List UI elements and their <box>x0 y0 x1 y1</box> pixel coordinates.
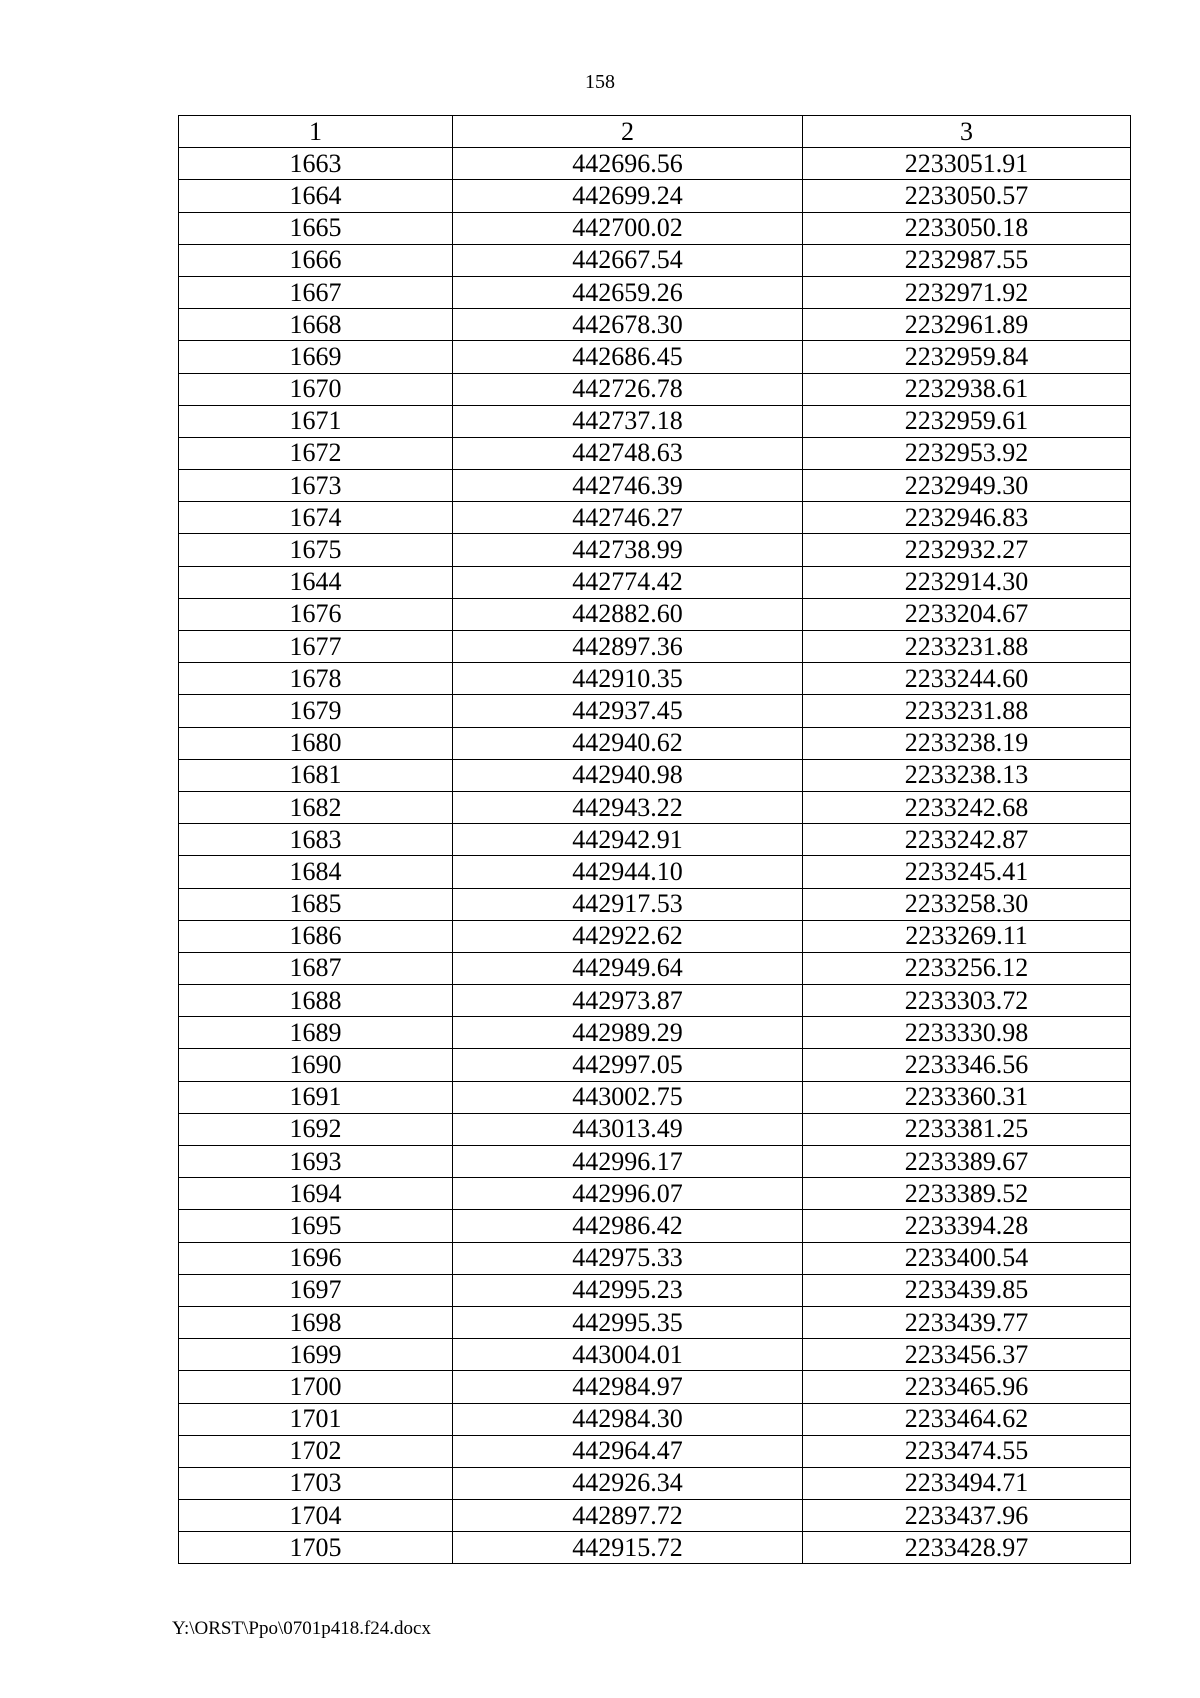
table-row <box>179 1403 1131 1435</box>
table-row <box>179 502 1131 534</box>
x-coordinate-cell: 442996.17 <box>453 1146 803 1178</box>
table-row <box>179 341 1131 373</box>
y-coordinate-cell: 2232959.84 <box>803 341 1131 373</box>
x-coordinate-cell: 442748.63 <box>453 437 803 469</box>
table-row <box>179 1146 1131 1178</box>
point-number-cell: 1693 <box>179 1146 453 1178</box>
x-coordinate-cell: 442984.97 <box>453 1371 803 1403</box>
table-row <box>179 663 1131 695</box>
x-coordinate-cell: 442944.10 <box>453 856 803 888</box>
point-number-cell: 1671 <box>179 405 453 437</box>
table-row <box>179 1306 1131 1338</box>
x-coordinate-cell: 442915.72 <box>453 1532 803 1564</box>
point-number-cell: 1696 <box>179 1242 453 1274</box>
table-row <box>179 1113 1131 1145</box>
point-number-cell: 1667 <box>179 276 453 308</box>
x-coordinate-cell: 442986.42 <box>453 1210 803 1242</box>
y-coordinate-cell: 2233494.71 <box>803 1467 1131 1499</box>
y-coordinate-cell: 2233346.56 <box>803 1049 1131 1081</box>
y-coordinate-cell: 2233330.98 <box>803 1017 1131 1049</box>
y-coordinate-cell: 2233381.25 <box>803 1113 1131 1145</box>
table-row <box>179 1274 1131 1306</box>
point-number-cell: 1663 <box>179 148 453 180</box>
table-body <box>179 148 1131 1564</box>
x-coordinate-cell: 443004.01 <box>453 1339 803 1371</box>
x-coordinate-cell: 442996.07 <box>453 1178 803 1210</box>
y-coordinate-cell: 2233269.11 <box>803 920 1131 952</box>
x-coordinate-cell: 442699.24 <box>453 180 803 212</box>
point-number-cell: 1679 <box>179 695 453 727</box>
point-number-cell: 1682 <box>179 791 453 823</box>
y-coordinate-cell: 2233456.37 <box>803 1339 1131 1371</box>
y-coordinate-cell: 2232932.27 <box>803 534 1131 566</box>
x-coordinate-cell: 442964.47 <box>453 1435 803 1467</box>
point-number-cell: 1690 <box>179 1049 453 1081</box>
y-coordinate-cell: 2232946.83 <box>803 502 1131 534</box>
x-coordinate-cell: 442922.62 <box>453 920 803 952</box>
point-number-cell: 1669 <box>179 341 453 373</box>
y-coordinate-cell: 2232987.55 <box>803 244 1131 276</box>
y-coordinate-cell: 2233400.54 <box>803 1242 1131 1274</box>
point-number-cell: 1688 <box>179 985 453 1017</box>
point-number-cell: 1701 <box>179 1403 453 1435</box>
table-row <box>179 952 1131 984</box>
table-row <box>179 437 1131 469</box>
table-row <box>179 470 1131 502</box>
table-row <box>179 1081 1131 1113</box>
y-coordinate-cell: 2233238.13 <box>803 759 1131 791</box>
y-coordinate-cell: 2233051.91 <box>803 148 1131 180</box>
y-coordinate-cell: 2232971.92 <box>803 276 1131 308</box>
x-coordinate-cell: 442917.53 <box>453 888 803 920</box>
point-number-cell: 1686 <box>179 920 453 952</box>
table-row <box>179 1500 1131 1532</box>
x-coordinate-cell: 442726.78 <box>453 373 803 405</box>
table-row <box>179 534 1131 566</box>
x-coordinate-cell: 442973.87 <box>453 985 803 1017</box>
table-row <box>179 1532 1131 1564</box>
x-coordinate-cell: 442995.35 <box>453 1306 803 1338</box>
point-number-cell: 1703 <box>179 1467 453 1499</box>
point-number-cell: 1704 <box>179 1500 453 1532</box>
x-coordinate-cell: 442910.35 <box>453 663 803 695</box>
table-row <box>179 566 1131 598</box>
point-number-cell: 1700 <box>179 1371 453 1403</box>
table-row <box>179 1210 1131 1242</box>
page-number: 158 <box>585 71 615 93</box>
table-row <box>179 695 1131 727</box>
y-coordinate-cell: 2233464.62 <box>803 1403 1131 1435</box>
point-number-cell: 1698 <box>179 1306 453 1338</box>
point-number-cell: 1691 <box>179 1081 453 1113</box>
table-row <box>179 856 1131 888</box>
y-coordinate-cell: 2233389.67 <box>803 1146 1131 1178</box>
table-row <box>179 727 1131 759</box>
y-coordinate-cell: 2233050.18 <box>803 212 1131 244</box>
y-coordinate-cell: 2232959.61 <box>803 405 1131 437</box>
point-number-cell: 1683 <box>179 824 453 856</box>
y-coordinate-cell: 2232914.30 <box>803 566 1131 598</box>
x-coordinate-cell: 442984.30 <box>453 1403 803 1435</box>
table-row <box>179 309 1131 341</box>
y-coordinate-cell: 2233394.28 <box>803 1210 1131 1242</box>
y-coordinate-cell: 2233428.97 <box>803 1532 1131 1564</box>
y-coordinate-cell: 2233258.30 <box>803 888 1131 920</box>
column-header-1: 1 <box>179 116 453 148</box>
point-number-cell: 1666 <box>179 244 453 276</box>
y-coordinate-cell: 2233242.68 <box>803 791 1131 823</box>
table-row <box>179 276 1131 308</box>
table-row <box>179 405 1131 437</box>
point-number-cell: 1687 <box>179 952 453 984</box>
table-row <box>179 180 1131 212</box>
y-coordinate-cell: 2233465.96 <box>803 1371 1131 1403</box>
point-number-cell: 1699 <box>179 1339 453 1371</box>
y-coordinate-cell: 2232953.92 <box>803 437 1131 469</box>
x-coordinate-cell: 442997.05 <box>453 1049 803 1081</box>
x-coordinate-cell: 442937.45 <box>453 695 803 727</box>
point-number-cell: 1702 <box>179 1435 453 1467</box>
x-coordinate-cell: 442942.91 <box>453 824 803 856</box>
x-coordinate-cell: 442897.72 <box>453 1500 803 1532</box>
y-coordinate-cell: 2232961.89 <box>803 309 1131 341</box>
x-coordinate-cell: 442696.56 <box>453 148 803 180</box>
table-row <box>179 598 1131 630</box>
point-number-cell: 1670 <box>179 373 453 405</box>
table-row <box>179 1371 1131 1403</box>
point-number-cell: 1674 <box>179 502 453 534</box>
point-number-cell: 1664 <box>179 180 453 212</box>
table-row <box>179 1242 1131 1274</box>
table-row <box>179 1467 1131 1499</box>
y-coordinate-cell: 2233244.60 <box>803 663 1131 695</box>
y-coordinate-cell: 2233231.88 <box>803 631 1131 663</box>
table-row <box>179 824 1131 856</box>
y-coordinate-cell: 2233242.87 <box>803 824 1131 856</box>
x-coordinate-cell: 442738.99 <box>453 534 803 566</box>
x-coordinate-cell: 443013.49 <box>453 1113 803 1145</box>
y-coordinate-cell: 2232938.61 <box>803 373 1131 405</box>
y-coordinate-cell: 2233437.96 <box>803 1500 1131 1532</box>
table-row <box>179 791 1131 823</box>
x-coordinate-cell: 442989.29 <box>453 1017 803 1049</box>
y-coordinate-cell: 2233474.55 <box>803 1435 1131 1467</box>
point-number-cell: 1685 <box>179 888 453 920</box>
x-coordinate-cell: 442746.27 <box>453 502 803 534</box>
x-coordinate-cell: 442949.64 <box>453 952 803 984</box>
table-row <box>179 1339 1131 1371</box>
point-number-cell: 1681 <box>179 759 453 791</box>
point-number-cell: 1680 <box>179 727 453 759</box>
table-row <box>179 920 1131 952</box>
y-coordinate-cell: 2233256.12 <box>803 952 1131 984</box>
table-row <box>179 244 1131 276</box>
table-row <box>179 985 1131 1017</box>
x-coordinate-cell: 442943.22 <box>453 791 803 823</box>
x-coordinate-cell: 443002.75 <box>453 1081 803 1113</box>
x-coordinate-cell: 442737.18 <box>453 405 803 437</box>
table-row <box>179 373 1131 405</box>
point-number-cell: 1678 <box>179 663 453 695</box>
x-coordinate-cell: 442975.33 <box>453 1242 803 1274</box>
footer-file-path: Y:\ORST\Ppo\0701p418.f24.docx <box>172 1618 431 1639</box>
column-header-3: 3 <box>803 116 1131 148</box>
point-number-cell: 1668 <box>179 309 453 341</box>
table-row <box>179 759 1131 791</box>
table-row <box>179 1017 1131 1049</box>
point-number-cell: 1677 <box>179 631 453 663</box>
x-coordinate-cell: 442897.36 <box>453 631 803 663</box>
x-coordinate-cell: 442940.98 <box>453 759 803 791</box>
x-coordinate-cell: 442940.62 <box>453 727 803 759</box>
x-coordinate-cell: 442926.34 <box>453 1467 803 1499</box>
table-row <box>179 1435 1131 1467</box>
point-number-cell: 1694 <box>179 1178 453 1210</box>
x-coordinate-cell: 442667.54 <box>453 244 803 276</box>
x-coordinate-cell: 442700.02 <box>453 212 803 244</box>
y-coordinate-cell: 2233360.31 <box>803 1081 1131 1113</box>
point-number-cell: 1644 <box>179 566 453 598</box>
table-row <box>179 888 1131 920</box>
table-header-row <box>179 116 1131 148</box>
table-row <box>179 1049 1131 1081</box>
point-number-cell: 1695 <box>179 1210 453 1242</box>
point-number-cell: 1676 <box>179 598 453 630</box>
table-row <box>179 631 1131 663</box>
table-row <box>179 148 1131 180</box>
point-number-cell: 1684 <box>179 856 453 888</box>
y-coordinate-cell: 2233231.88 <box>803 695 1131 727</box>
y-coordinate-cell: 2233389.52 <box>803 1178 1131 1210</box>
x-coordinate-cell: 442746.39 <box>453 470 803 502</box>
point-number-cell: 1672 <box>179 437 453 469</box>
y-coordinate-cell: 2233303.72 <box>803 985 1131 1017</box>
point-number-cell: 1665 <box>179 212 453 244</box>
column-header-2: 2 <box>453 116 803 148</box>
y-coordinate-cell: 2232949.30 <box>803 470 1131 502</box>
x-coordinate-cell: 442774.42 <box>453 566 803 598</box>
table-row <box>179 1178 1131 1210</box>
x-coordinate-cell: 442678.30 <box>453 309 803 341</box>
x-coordinate-cell: 442882.60 <box>453 598 803 630</box>
y-coordinate-cell: 2233238.19 <box>803 727 1131 759</box>
y-coordinate-cell: 2233439.85 <box>803 1274 1131 1306</box>
point-number-cell: 1675 <box>179 534 453 566</box>
y-coordinate-cell: 2233050.57 <box>803 180 1131 212</box>
point-number-cell: 1705 <box>179 1532 453 1564</box>
x-coordinate-cell: 442659.26 <box>453 276 803 308</box>
y-coordinate-cell: 2233204.67 <box>803 598 1131 630</box>
point-number-cell: 1697 <box>179 1274 453 1306</box>
point-number-cell: 1692 <box>179 1113 453 1145</box>
point-number-cell: 1673 <box>179 470 453 502</box>
coordinates-table <box>178 115 1131 1564</box>
y-coordinate-cell: 2233245.41 <box>803 856 1131 888</box>
x-coordinate-cell: 442995.23 <box>453 1274 803 1306</box>
table-row <box>179 212 1131 244</box>
y-coordinate-cell: 2233439.77 <box>803 1306 1131 1338</box>
x-coordinate-cell: 442686.45 <box>453 341 803 373</box>
point-number-cell: 1689 <box>179 1017 453 1049</box>
